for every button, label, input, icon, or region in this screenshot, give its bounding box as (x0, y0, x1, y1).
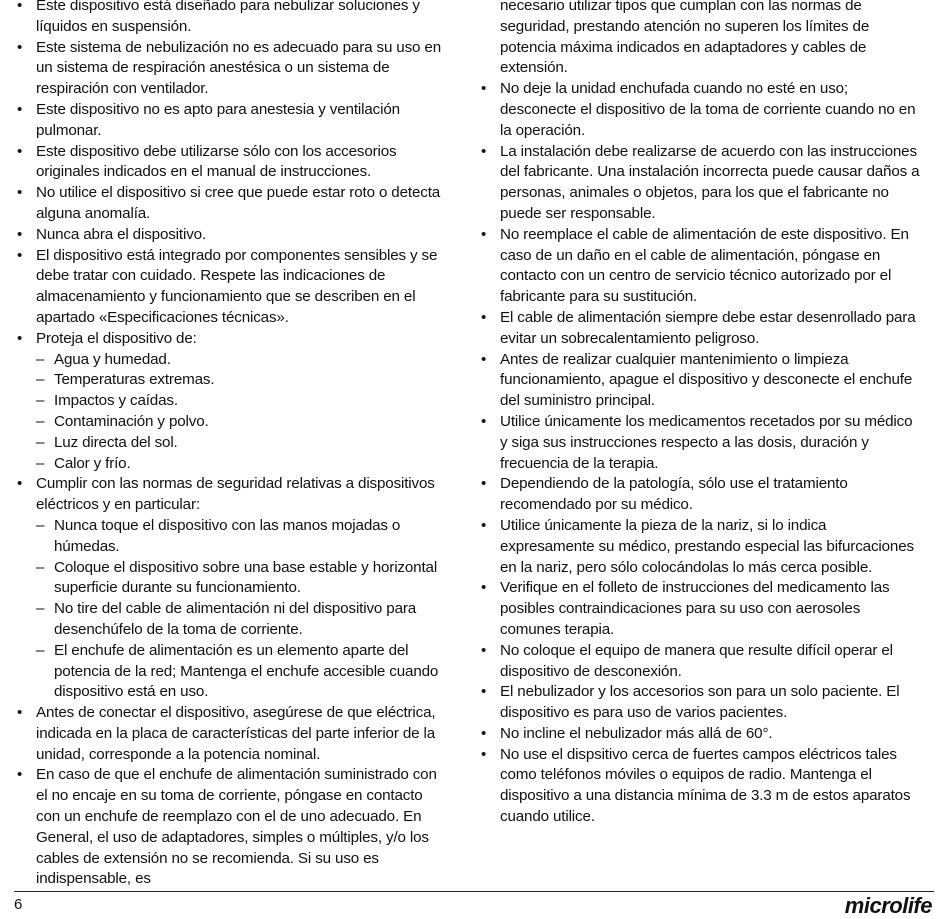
sub-item: – Calor y frío. (36, 454, 448, 475)
bullet-text: No coloque el equipo de manera que resulte difícil operar el dispositivo de desconexión. (500, 641, 893, 680)
page-number: 6 (14, 896, 23, 913)
brand-logo: microlife (844, 893, 932, 918)
right-bullet-list (480, 0, 920, 828)
bullet-text: No deje la unidad enchufada cuando no esté en uso; desconecte el dispositivo de la toma de corriente cuando no en la operación. (500, 80, 916, 139)
bullet-text: necesario utilizar tipos que cumplan con las normas de seguridad, prestando atención no superen los límites de potencia máxima indicados en adaptadores y cables de extensión. (500, 0, 870, 77)
bullet-text: Este dispositivo no es apto para anestesia y ventilación pulmonar. (36, 100, 400, 139)
bullet-text: Antes de conectar el dispositivo, asegúrese de que eléctrica, indicada en la placa de características del parte inferior de la unidad, corresponde a la potencia nominal. (36, 704, 436, 763)
sub-item: – Coloque el dispositivo sobre una base estable y horizontal superficie durante su funcionamiento. (36, 558, 448, 600)
bullet-item (16, 329, 448, 475)
bullet-text: Proteja el dispositivo de: (36, 329, 197, 347)
sub-item: – No tire del cable de alimentación ni del dispositivo para desenchúfelo de la toma de corriente. (36, 599, 448, 641)
sub-item: – Nunca toque el dispositivo con las manos mojadas o húmedas. (36, 516, 448, 558)
sub-item: – Temperaturas extremas. (36, 370, 448, 391)
sub-item: – Contaminación y polvo. (36, 412, 448, 433)
bullet-item (480, 350, 920, 412)
sub-item: – Impactos y caídas. (36, 391, 448, 412)
sub-list (36, 516, 448, 703)
bullet-text: No utilice el dispositivo si cree que puede estar roto o detecta alguna anomalía. (36, 184, 441, 222)
bullet-text: El cable de alimentación siempre debe estar desenrollado para evitar un sobrecalentamiento peligroso. (500, 308, 916, 347)
bullet-item (480, 516, 920, 578)
bullet-text: Verifique en el folleto de instrucciones del medicamento las posibles contraindicaciones para su uso con aerosoles comunes terapia. (500, 579, 890, 638)
sub-item: – El enchufe de alimentación es un elemento aparte del potencia de la red; Mantenga el enchufe accesible cuando dispositivo está en uso. (36, 641, 448, 703)
bullet-item (480, 225, 920, 308)
bullet-item (480, 724, 920, 745)
sub-list (36, 350, 448, 475)
bullet-text: Cumplir con las normas de seguridad relativas a dispositivos eléctricos y en particular: (36, 475, 435, 514)
bullet-item (480, 474, 920, 516)
bullet-item (16, 142, 448, 184)
bullet-text: Antes de realizar cualquier mantenimiento o limpieza funcionamiento, apague el dispositivo y desconecte el enchufe del suministro principal. (500, 350, 913, 410)
footer-divider (14, 891, 934, 892)
bullet-item (480, 142, 920, 225)
bullet-item (480, 0, 920, 79)
bullet-text: En caso de que el enchufe de alimentación suministrado con el no encaje en su toma de corriente, póngase en contacto con un enchufe de reemplazo con el de uno adecuado. En General, el uso de adaptadores, simples o múltiples, y/o los cables de extensión no se recomienda. Si su uso es indispensable, es (36, 766, 437, 888)
right-column (480, 0, 920, 828)
bullet-text: Utilice únicamente la pieza de la nariz, si lo indica expresamente su médico, prestando especial las bifurcaciones en la nariz, pero sólo colocándolas lo más cerca posible. (500, 516, 914, 576)
bullet-item (16, 183, 448, 225)
bullet-text: Este sistema de nebulización no es adecuado para su uso en un sistema de respiración anestésica o un sistema de respiración con ventilador. (36, 38, 442, 98)
bullet-text: Dependiendo de la patología, sólo use el tratamiento recomendado por su médico. (500, 475, 848, 514)
bullet-text: No incline el nebulizador más allá de 60°. (500, 724, 773, 742)
bullet-text: La instalación debe realizarse de acuerdo con las instrucciones del fabricante. Una instalación incorrecta puede causar daños a personas, animales o objetos, para los que el fabricante no puede ser responsable. (500, 142, 920, 222)
bullet-item (16, 38, 448, 100)
bullet-text: Este dispositivo está diseñado para nebulizar soluciones y líquidos en suspensión. (36, 0, 420, 35)
bullet-text: El dispositivo está integrado por componentes sensibles y se debe tratar con cuidado. Respete las indicaciones de almacenamiento y funcionamiento que se describen en el apartado «Especificaciones técnicas». (36, 246, 438, 326)
bullet-item (16, 765, 448, 890)
bullet-item (480, 308, 920, 350)
bullet-item (480, 682, 920, 724)
bullet-text: Utilice únicamente los medicamentos recetados por su médico y siga sus instrucciones respecto a las dosis, duración y frecuencia de la terapia. (500, 412, 913, 472)
bullet-item (16, 246, 448, 329)
left-bullet-list (16, 0, 448, 890)
bullet-item (480, 79, 920, 141)
bullet-text: Nunca abra el dispositivo. (36, 225, 207, 243)
bullet-text: El nebulizador y los accesorios son para un solo paciente. El dispositivo es para uso de varios pacientes. (500, 683, 900, 722)
bullet-item (16, 0, 448, 38)
bullet-item (480, 641, 920, 683)
left-column (16, 0, 448, 890)
bullet-item (16, 100, 448, 142)
bullet-text: No use el dispsitivo cerca de fuertes campos eléctricos tales como teléfonos móviles o equipos de radio. Mantenga el dispositivo a una distancia mínima de 3.3 m de estos aparatos cuando utilice. (500, 745, 911, 826)
bullet-text: No reemplace el cable de alimentación de este dispositivo. En caso de un daño en el cable de alimentación, póngase en contacto con un centro de servicio técnico autorizado por el fabricante para su sustitución. (500, 225, 909, 306)
bullet-item (480, 412, 920, 474)
bullet-item (16, 474, 448, 703)
bullet-item (480, 578, 920, 640)
bullet-item (480, 745, 920, 828)
sub-item: – Agua y humedad. (36, 350, 448, 371)
bullet-item (16, 703, 448, 765)
bullet-text: Este dispositivo debe utilizarse sólo con los accesorios originales indicados en el manual de instrucciones. (36, 142, 397, 181)
bullet-item (16, 225, 448, 246)
sub-item: – Luz directa del sol. (36, 433, 448, 454)
